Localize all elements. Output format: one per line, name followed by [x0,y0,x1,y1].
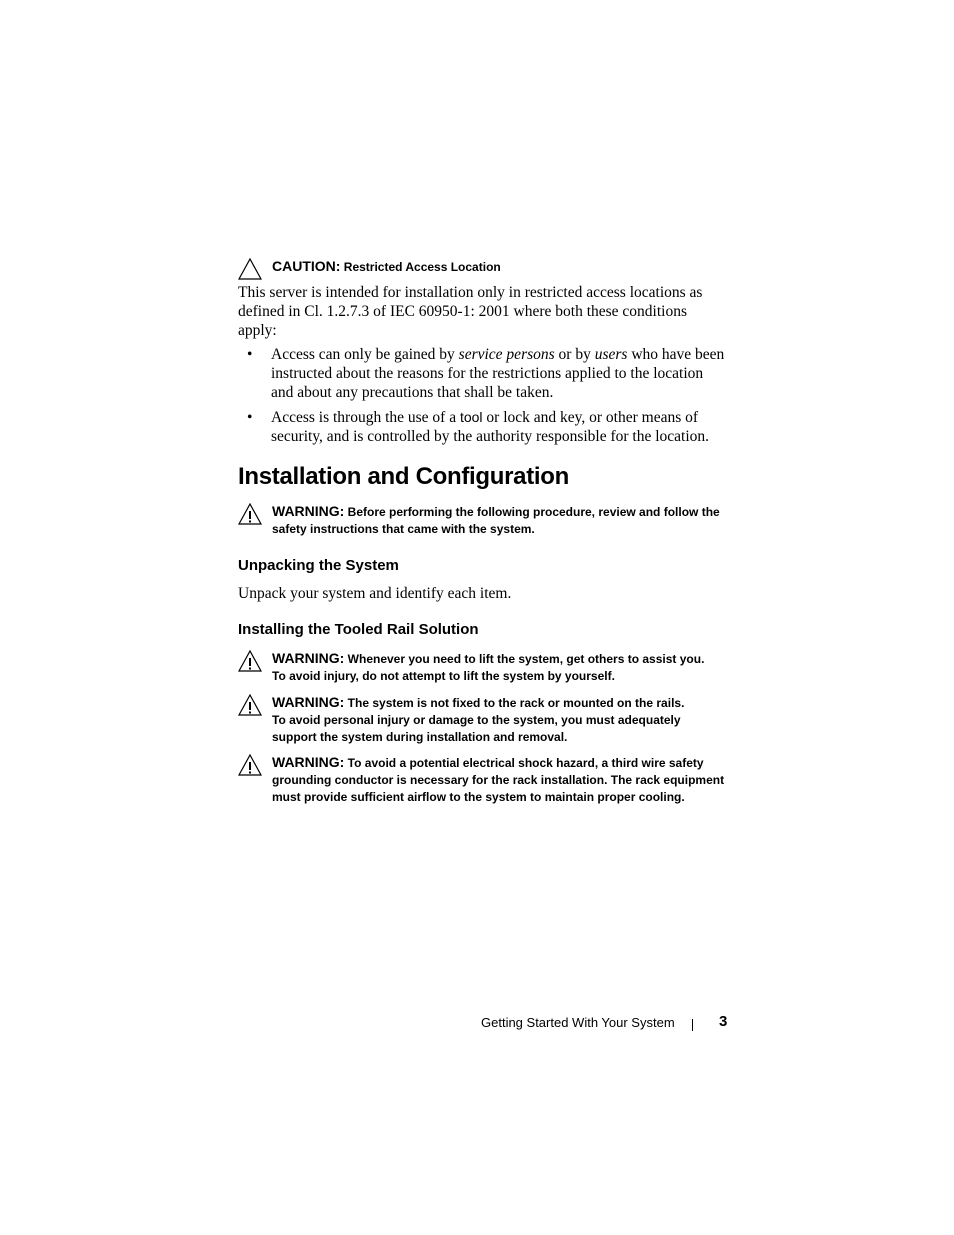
intro-paragraph: This server is intended for installation only in restricted access locations as defined in Cl. 1.2.7.3 of IEC 60950-1: 2001 where both these conditions apply: [238,284,703,339]
warning-triangle-icon [238,650,262,672]
bullet-marker: • [247,409,253,426]
bullet-text: who have been instructed about the reasons for the restrictions applied to the location and about any precautions that shall be taken. [271,346,725,401]
subheading-unpacking: Unpacking the System [238,557,399,574]
bullet-text: or by [554,346,595,363]
emphasis-users: users [594,346,628,363]
list-item [238,408,728,446]
warning-triangle-icon [238,503,262,525]
caution-notice [238,258,728,276]
warning-label: WARNING: [272,694,345,710]
caution-label: CAUTION: [272,258,341,274]
warning-text: To avoid a potential electrical shock hazard, a third wire safety grounding conductor is necessary for the rack installation. The rack equipment must provide sufficient airflow to the system to maintain proper cooling. [272,756,725,804]
caution-title: Restricted Access Location [343,260,501,274]
warning-label: WARNING: [272,650,345,666]
unpacking-paragraph: Unpack your system and identify each item. [238,585,512,602]
warning-notice [238,650,728,685]
section-heading: Installation and Configuration [238,463,569,490]
footer-title: Getting Started With Your System [481,1015,675,1030]
warning-triangle-icon [238,754,262,776]
conditions-list [238,345,728,452]
warning-text: To avoid injury, do not attempt to lift the system by yourself. [272,669,615,683]
keyword-tool: tool [459,409,483,425]
bullet-marker: • [247,346,253,363]
warning-notice [238,503,728,538]
warning-label: WARNING: [272,754,345,770]
bullet-text: or lock and key, or other means of security, and is controlled by the authority responsible for the location. [271,409,710,445]
subheading-rail-solution: Installing the Tooled Rail Solution [238,621,479,638]
emphasis-service-persons: service persons [458,346,555,363]
warning-text: Before performing the following procedure, review and follow the safety instructions that came with the system. [272,505,720,536]
caution-triangle-icon [238,258,262,280]
warning-triangle-icon [238,694,262,716]
warning-notice [238,754,728,806]
warning-text: Whenever you need to lift the system, get others to assist you. [347,652,705,666]
footer-divider [692,1019,693,1031]
warning-notice [238,694,728,746]
warning-text: To avoid personal injury or damage to the system, you must adequately support the system during installation and removal. [272,713,681,744]
bullet-text: Access is through the use of a [271,409,460,426]
bullet-text: Access can only be gained by [271,346,459,363]
list-item [238,345,728,402]
warning-label: WARNING: [272,503,345,519]
warning-text: The system is not fixed to the rack or mounted on the rails. [347,696,685,710]
page-number: 3 [719,1013,728,1030]
